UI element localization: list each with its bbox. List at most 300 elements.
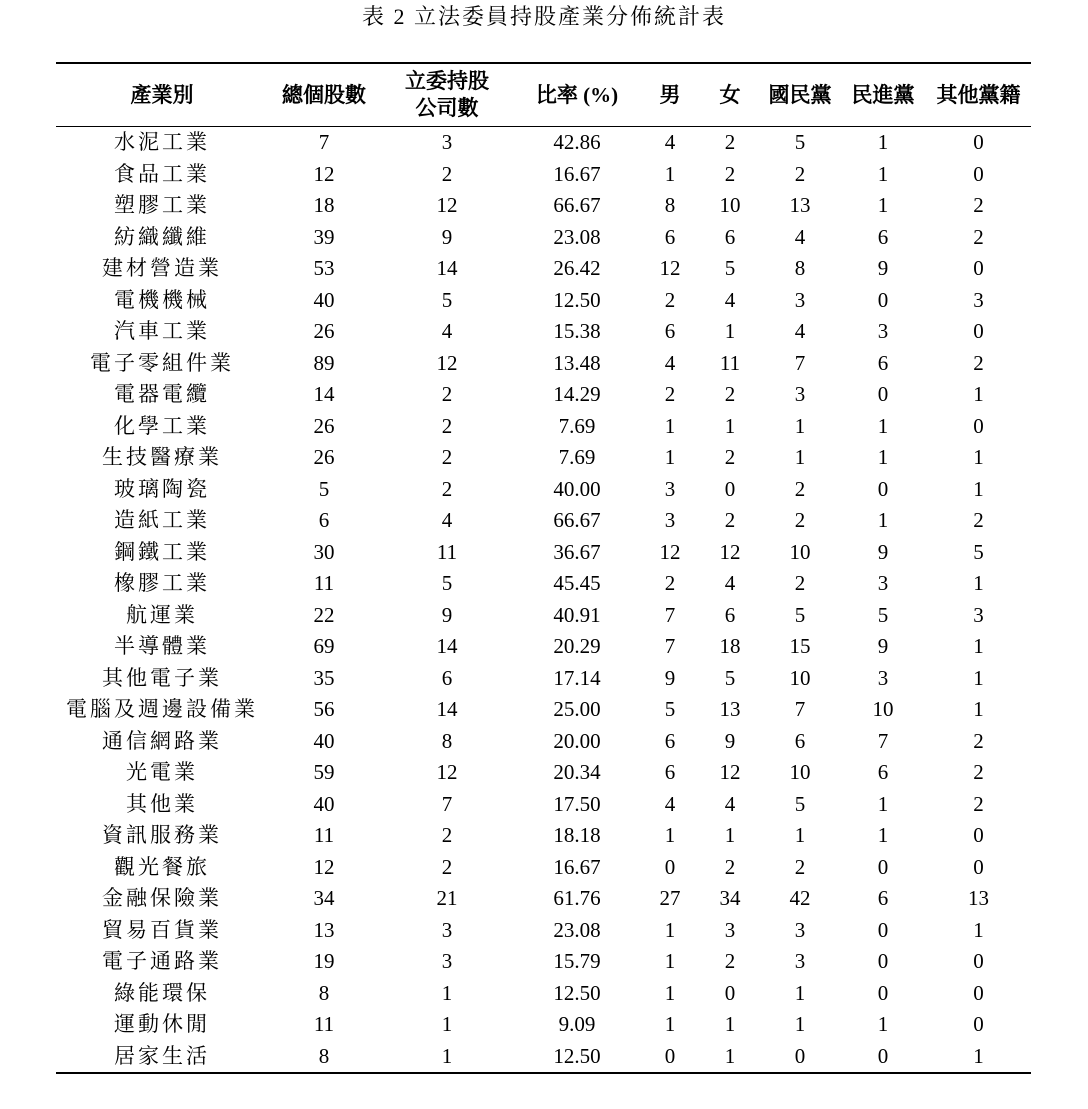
cell-dpp: 1 <box>877 823 889 848</box>
cell-male: 3 <box>664 476 676 501</box>
cell-total: 11 <box>313 823 335 848</box>
cell-total: 13 <box>313 917 335 942</box>
cell-kmt: 10 <box>789 539 811 564</box>
cell-held: 3 <box>441 130 453 155</box>
cell-held: 3 <box>441 949 453 974</box>
cell-held: 9 <box>441 224 453 249</box>
cell-female: 1 <box>724 1012 736 1037</box>
cell-female: 4 <box>724 791 736 816</box>
cell-industry: 電子通路業 <box>102 949 222 974</box>
cell-industry: 貿易百貨業 <box>102 917 222 942</box>
table-row <box>56 474 1031 506</box>
cell-dpp: 1 <box>877 508 889 533</box>
cell-female: 2 <box>724 508 736 533</box>
cell-held: 7 <box>441 791 453 816</box>
table-row <box>56 852 1031 884</box>
cell-kmt: 10 <box>789 665 811 690</box>
table-row <box>56 411 1031 443</box>
cell-held: 1 <box>441 1043 453 1068</box>
cell-female: 10 <box>719 193 741 218</box>
cell-male: 6 <box>664 224 676 249</box>
cell-total: 18 <box>313 193 335 218</box>
cell-other: 13 <box>968 886 989 911</box>
table-row <box>56 757 1031 789</box>
cell-total: 89 <box>313 350 335 375</box>
cell-female: 1 <box>724 413 736 438</box>
table-body <box>56 127 1031 1074</box>
header-held-line1: 立委持股 <box>405 69 489 93</box>
cell-ratio: 16.67 <box>553 161 601 186</box>
cell-kmt: 2 <box>794 161 806 186</box>
header-ratio: 比率 (%) <box>535 82 619 107</box>
cell-female: 9 <box>724 728 736 753</box>
cell-industry: 生技醫療業 <box>102 445 222 470</box>
cell-female: 4 <box>724 287 736 312</box>
cell-male: 12 <box>659 539 681 564</box>
cell-other: 0 <box>973 130 984 155</box>
cell-ratio: 18.18 <box>553 823 601 848</box>
cell-other: 2 <box>973 508 984 533</box>
table-row <box>56 820 1031 852</box>
cell-male: 0 <box>664 854 676 879</box>
cell-industry: 鋼鐵工業 <box>114 539 210 564</box>
cell-held: 2 <box>441 445 453 470</box>
cell-industry: 綠能環保 <box>114 980 210 1005</box>
cell-industry: 光電業 <box>126 760 198 785</box>
cell-held: 2 <box>441 476 453 501</box>
cell-male: 1 <box>664 413 676 438</box>
cell-kmt: 6 <box>794 728 806 753</box>
cell-kmt: 5 <box>794 130 806 155</box>
table-row <box>56 537 1031 569</box>
cell-dpp: 0 <box>877 949 889 974</box>
cell-dpp: 6 <box>877 350 889 375</box>
table-row <box>56 285 1031 317</box>
cell-dpp: 0 <box>877 1043 889 1068</box>
cell-other: 2 <box>973 350 984 375</box>
cell-dpp: 1 <box>877 1012 889 1037</box>
table-row <box>56 946 1031 978</box>
cell-other: 1 <box>973 665 984 690</box>
cell-male: 6 <box>664 728 676 753</box>
cell-male: 2 <box>664 571 676 596</box>
cell-other: 0 <box>973 949 984 974</box>
cell-total: 11 <box>313 1012 335 1037</box>
cell-male: 1 <box>664 949 676 974</box>
cell-ratio: 23.08 <box>553 917 601 942</box>
cell-dpp: 3 <box>877 571 889 596</box>
cell-ratio: 45.45 <box>553 571 601 596</box>
cell-kmt: 2 <box>794 854 806 879</box>
cell-other: 2 <box>973 728 984 753</box>
table-row <box>56 379 1031 411</box>
table-row <box>56 978 1031 1010</box>
cell-dpp: 6 <box>877 224 889 249</box>
cell-male: 1 <box>664 917 676 942</box>
cell-other: 2 <box>973 791 984 816</box>
cell-kmt: 4 <box>794 224 806 249</box>
cell-industry: 電腦及週邊設備業 <box>66 697 258 722</box>
cell-other: 2 <box>973 760 984 785</box>
cell-ratio: 9.09 <box>558 1012 596 1037</box>
cell-kmt: 1 <box>794 445 806 470</box>
cell-total: 22 <box>313 602 335 627</box>
table-row <box>56 568 1031 600</box>
table-row <box>56 348 1031 380</box>
header-held <box>380 63 514 127</box>
table-row <box>56 442 1031 474</box>
header-industry: 產業別 <box>130 82 194 107</box>
table-row <box>56 190 1031 222</box>
cell-ratio: 17.50 <box>553 791 601 816</box>
cell-female: 6 <box>724 224 736 249</box>
cell-held: 4 <box>441 319 453 344</box>
table-row <box>56 159 1031 191</box>
cell-total: 34 <box>313 886 335 911</box>
cell-industry: 塑膠工業 <box>114 193 210 218</box>
cell-ratio: 61.76 <box>553 886 601 911</box>
cell-kmt: 15 <box>789 634 811 659</box>
cell-dpp: 0 <box>877 917 889 942</box>
cell-kmt: 2 <box>794 571 806 596</box>
table-row <box>56 694 1031 726</box>
table-row <box>56 915 1031 947</box>
table-row <box>56 127 1031 159</box>
cell-female: 3 <box>724 917 736 942</box>
cell-male: 6 <box>664 319 676 344</box>
cell-other: 0 <box>973 319 984 344</box>
cell-held: 12 <box>436 760 458 785</box>
cell-other: 0 <box>973 823 984 848</box>
cell-industry: 電器電纜 <box>114 382 210 407</box>
cell-industry: 觀光餐旅 <box>114 854 210 879</box>
cell-dpp: 6 <box>877 760 889 785</box>
cell-industry: 其他業 <box>126 791 198 816</box>
cell-ratio: 14.29 <box>553 382 601 407</box>
cell-industry: 運動休閒 <box>114 1012 210 1037</box>
cell-kmt: 3 <box>794 287 806 312</box>
cell-held: 21 <box>436 886 458 911</box>
cell-ratio: 12.50 <box>553 287 601 312</box>
cell-other: 2 <box>973 193 984 218</box>
cell-kmt: 1 <box>794 980 806 1005</box>
cell-male: 7 <box>664 634 676 659</box>
industry-stats-table <box>56 62 1031 1074</box>
cell-held: 6 <box>441 665 453 690</box>
table-row <box>56 600 1031 632</box>
table-caption: 表 2 立法委員持股產業分佈統計表 <box>361 4 726 29</box>
cell-dpp: 9 <box>877 256 889 281</box>
cell-kmt: 0 <box>794 1043 806 1068</box>
cell-dpp: 0 <box>877 382 889 407</box>
cell-held: 2 <box>441 854 453 879</box>
cell-other: 1 <box>973 1043 984 1068</box>
cell-ratio: 12.50 <box>553 980 601 1005</box>
cell-dpp: 1 <box>877 445 889 470</box>
cell-female: 0 <box>724 476 736 501</box>
cell-other: 1 <box>973 382 984 407</box>
cell-total: 39 <box>313 224 335 249</box>
cell-female: 34 <box>719 886 741 911</box>
header-female: 女 <box>719 82 741 107</box>
cell-female: 5 <box>724 665 736 690</box>
cell-held: 5 <box>441 287 453 312</box>
cell-dpp: 1 <box>877 413 889 438</box>
cell-industry: 食品工業 <box>114 161 210 186</box>
cell-dpp: 1 <box>877 161 889 186</box>
cell-ratio: 15.38 <box>553 319 601 344</box>
cell-kmt: 7 <box>794 350 806 375</box>
table-header <box>56 63 1031 127</box>
cell-other: 1 <box>973 445 984 470</box>
cell-held: 1 <box>441 980 453 1005</box>
cell-dpp: 0 <box>877 854 889 879</box>
cell-other: 0 <box>973 1012 984 1037</box>
cell-held: 5 <box>441 571 453 596</box>
cell-male: 1 <box>664 823 676 848</box>
table-row <box>56 1009 1031 1041</box>
cell-ratio: 36.67 <box>553 539 601 564</box>
cell-kmt: 2 <box>794 508 806 533</box>
cell-dpp: 0 <box>877 980 889 1005</box>
cell-dpp: 3 <box>877 665 889 690</box>
cell-industry: 通信網路業 <box>102 728 222 753</box>
cell-kmt: 2 <box>794 476 806 501</box>
cell-ratio: 42.86 <box>553 130 601 155</box>
cell-male: 9 <box>664 665 676 690</box>
cell-ratio: 7.69 <box>558 413 596 438</box>
cell-dpp: 9 <box>877 634 889 659</box>
cell-male: 4 <box>664 350 676 375</box>
cell-industry: 航運業 <box>126 602 198 627</box>
cell-female: 2 <box>724 161 736 186</box>
cell-other: 0 <box>973 161 984 186</box>
cell-other: 0 <box>973 256 984 281</box>
cell-total: 30 <box>313 539 335 564</box>
cell-male: 1 <box>664 445 676 470</box>
cell-industry: 化學工業 <box>114 413 210 438</box>
cell-kmt: 1 <box>794 413 806 438</box>
cell-total: 8 <box>318 980 330 1005</box>
cell-kmt: 13 <box>789 193 811 218</box>
cell-dpp: 9 <box>877 539 889 564</box>
cell-held: 12 <box>436 193 458 218</box>
cell-dpp: 6 <box>877 886 889 911</box>
cell-held: 14 <box>436 697 458 722</box>
cell-other: 5 <box>973 539 984 564</box>
header-total: 總個股數 <box>282 82 366 107</box>
cell-kmt: 3 <box>794 949 806 974</box>
cell-dpp: 1 <box>877 130 889 155</box>
cell-female: 18 <box>719 634 741 659</box>
cell-male: 2 <box>664 287 676 312</box>
cell-total: 26 <box>313 413 335 438</box>
cell-ratio: 12.50 <box>553 1043 601 1068</box>
cell-ratio: 13.48 <box>553 350 601 375</box>
cell-kmt: 42 <box>789 886 811 911</box>
cell-ratio: 26.42 <box>553 256 601 281</box>
cell-kmt: 8 <box>794 256 806 281</box>
cell-total: 14 <box>313 382 335 407</box>
cell-dpp: 5 <box>877 602 889 627</box>
cell-total: 7 <box>318 130 330 155</box>
cell-held: 1 <box>441 1012 453 1037</box>
cell-industry: 紡織纖維 <box>114 224 210 249</box>
cell-ratio: 16.67 <box>553 854 601 879</box>
table-row <box>56 1041 1031 1074</box>
cell-female: 12 <box>719 539 741 564</box>
cell-industry: 居家生活 <box>114 1043 210 1068</box>
cell-female: 4 <box>724 571 736 596</box>
cell-held: 8 <box>441 728 453 753</box>
cell-total: 12 <box>313 854 335 879</box>
cell-female: 11 <box>719 350 741 375</box>
cell-kmt: 5 <box>794 602 806 627</box>
cell-ratio: 25.00 <box>553 697 601 722</box>
cell-dpp: 3 <box>877 319 889 344</box>
cell-ratio: 15.79 <box>553 949 601 974</box>
cell-industry: 建材營造業 <box>102 256 222 281</box>
cell-kmt: 3 <box>794 917 806 942</box>
cell-total: 6 <box>318 508 330 533</box>
cell-held: 2 <box>441 823 453 848</box>
table-row <box>56 883 1031 915</box>
cell-male: 27 <box>659 886 681 911</box>
cell-kmt: 4 <box>794 319 806 344</box>
cell-industry: 汽車工業 <box>114 319 210 344</box>
cell-female: 2 <box>724 854 736 879</box>
cell-held: 3 <box>441 917 453 942</box>
cell-kmt: 1 <box>794 1012 806 1037</box>
cell-industry: 其他電子業 <box>102 665 222 690</box>
cell-dpp: 7 <box>877 728 889 753</box>
cell-industry: 玻璃陶瓷 <box>114 476 210 501</box>
cell-male: 1 <box>664 980 676 1005</box>
cell-male: 8 <box>664 193 676 218</box>
cell-total: 35 <box>313 665 335 690</box>
table-row <box>56 663 1031 695</box>
cell-female: 2 <box>724 949 736 974</box>
cell-total: 12 <box>313 161 335 186</box>
table-row <box>56 222 1031 254</box>
cell-male: 1 <box>664 1012 676 1037</box>
cell-female: 6 <box>724 602 736 627</box>
table-row <box>56 316 1031 348</box>
cell-female: 0 <box>724 980 736 1005</box>
cell-held: 11 <box>436 539 458 564</box>
cell-total: 40 <box>313 287 335 312</box>
table-row <box>56 631 1031 663</box>
header-male: 男 <box>659 82 681 107</box>
cell-ratio: 17.14 <box>553 665 601 690</box>
cell-held: 2 <box>441 161 453 186</box>
cell-male: 6 <box>664 760 676 785</box>
cell-other: 1 <box>973 697 984 722</box>
cell-total: 26 <box>313 319 335 344</box>
cell-kmt: 7 <box>794 697 806 722</box>
table-row <box>56 789 1031 821</box>
cell-dpp: 0 <box>877 287 889 312</box>
cell-dpp: 0 <box>877 476 889 501</box>
header-kmt: 國民黨 <box>768 82 832 107</box>
cell-male: 4 <box>664 130 676 155</box>
cell-male: 0 <box>664 1043 676 1068</box>
cell-other: 3 <box>973 602 984 627</box>
cell-male: 3 <box>664 508 676 533</box>
cell-total: 59 <box>313 760 335 785</box>
cell-other: 2 <box>973 224 984 249</box>
cell-ratio: 66.67 <box>553 193 601 218</box>
cell-dpp: 1 <box>877 791 889 816</box>
cell-female: 2 <box>724 130 736 155</box>
cell-female: 5 <box>724 256 736 281</box>
cell-male: 5 <box>664 697 676 722</box>
cell-total: 56 <box>313 697 335 722</box>
cell-held: 2 <box>441 413 453 438</box>
cell-kmt: 10 <box>789 760 811 785</box>
cell-kmt: 3 <box>794 382 806 407</box>
table-row <box>56 505 1031 537</box>
cell-other: 1 <box>973 917 984 942</box>
cell-ratio: 20.34 <box>553 760 601 785</box>
cell-total: 69 <box>313 634 335 659</box>
cell-total: 40 <box>313 791 335 816</box>
cell-held: 9 <box>441 602 453 627</box>
cell-ratio: 7.69 <box>558 445 596 470</box>
cell-female: 1 <box>724 1043 736 1068</box>
cell-other: 0 <box>973 413 984 438</box>
cell-held: 14 <box>436 256 458 281</box>
cell-female: 13 <box>719 697 741 722</box>
cell-total: 53 <box>313 256 335 281</box>
cell-kmt: 1 <box>794 823 806 848</box>
cell-ratio: 20.29 <box>553 634 601 659</box>
cell-female: 2 <box>724 382 736 407</box>
cell-industry: 造紙工業 <box>114 508 210 533</box>
header-row <box>56 63 1031 127</box>
cell-industry: 金融保險業 <box>102 886 222 911</box>
cell-male: 12 <box>659 256 681 281</box>
cell-total: 5 <box>318 476 330 501</box>
cell-female: 1 <box>724 823 736 848</box>
cell-total: 8 <box>318 1043 330 1068</box>
cell-held: 14 <box>436 634 458 659</box>
cell-male: 2 <box>664 382 676 407</box>
header-other: 其他黨籍 <box>936 82 1021 107</box>
cell-male: 4 <box>664 791 676 816</box>
cell-dpp: 10 <box>872 697 894 722</box>
cell-industry: 橡膠工業 <box>114 571 210 596</box>
cell-male: 7 <box>664 602 676 627</box>
table-row <box>56 253 1031 285</box>
table-row <box>56 726 1031 758</box>
header-held-line2: 公司數 <box>415 96 479 120</box>
cell-other: 1 <box>973 571 984 596</box>
cell-industry: 資訊服務業 <box>102 823 222 848</box>
cell-other: 0 <box>973 980 984 1005</box>
cell-total: 19 <box>313 949 335 974</box>
cell-industry: 半導體業 <box>114 634 210 659</box>
cell-total: 40 <box>313 728 335 753</box>
cell-female: 2 <box>724 445 736 470</box>
cell-other: 1 <box>973 476 984 501</box>
cell-other: 0 <box>973 854 984 879</box>
header-dpp: 民進黨 <box>851 82 915 107</box>
cell-male: 1 <box>664 161 676 186</box>
cell-female: 1 <box>724 319 736 344</box>
cell-female: 12 <box>719 760 741 785</box>
cell-kmt: 5 <box>794 791 806 816</box>
